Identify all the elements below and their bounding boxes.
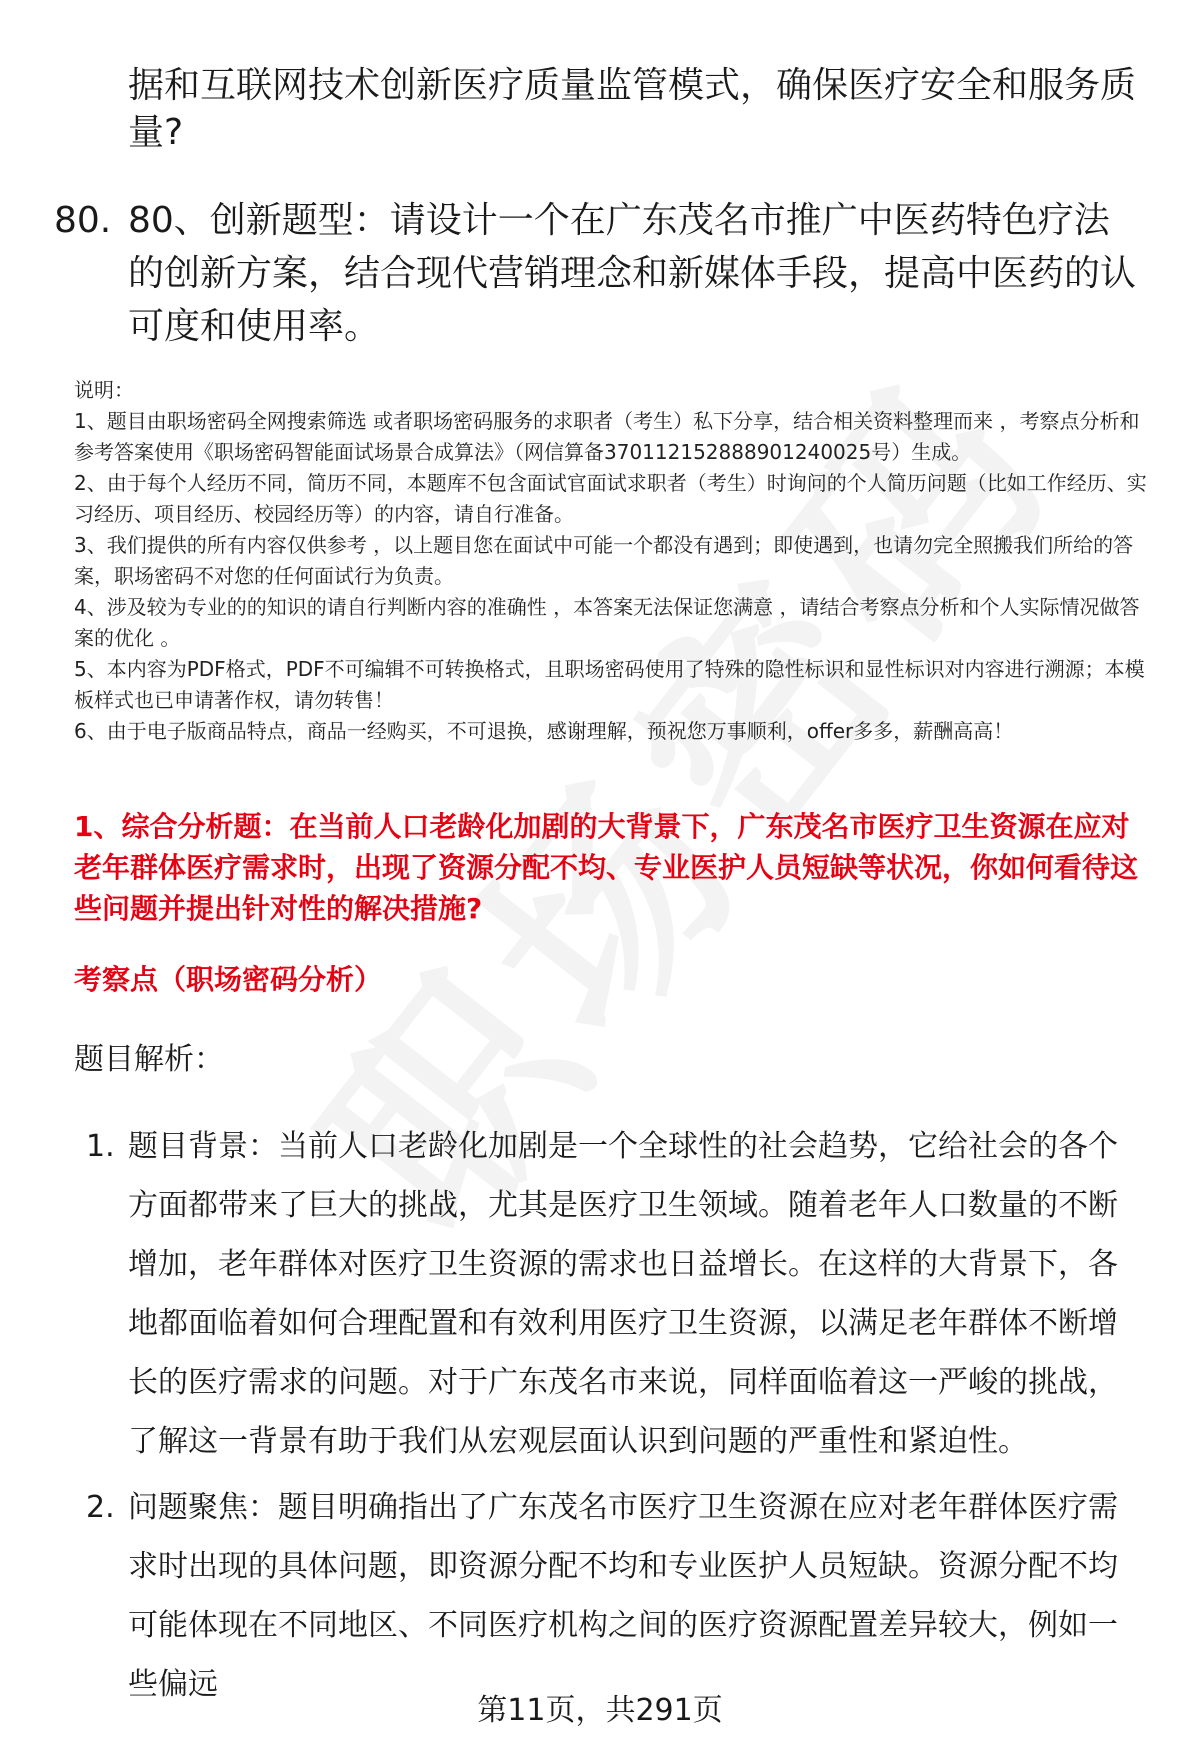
analysis-item-text: 问题聚焦：题目明确指出了广东茂名市医疗卫生资源在应对老年群体医疗需求时出现的具体问题，即资源分配不均和专业医护人员短缺。资源分配不均可能体现在不同地区、不同医疗机构之间的医疗资源配置差异较大，例如一些偏远 (128, 1490, 1118, 1702)
analysis-item (74, 1117, 1156, 1471)
question-1-title: 1、综合分析题：在当前人口老龄化加剧的大背景下，广东茂名市医疗卫生资源在应对老年群体医疗需求时，出现了资源分配不均、专业医护人员短缺等状况，你如何看待这些问题并提出针对性的解决措施? (74, 810, 1139, 925)
notes-item: 2、由于每个人经历不同，简历不同，本题库不包含面试官面试求职者（考生）时询问的个人简历问题（比如工作经历、实习经历、项目经历、校园经历等）的内容，请自行准备。 (74, 471, 1147, 526)
analysis-item (74, 1478, 1156, 1714)
notes-item: 5、本内容为PDF格式，PDF不可编辑不可转换格式，且职场密码使用了特殊的隐性标识和显性标识对内容进行溯源；本模板样式也已申请著作权，请勿转售！ (74, 657, 1145, 712)
notes-item: 3、我们提供的所有内容仅供参考 ，以上题目您在面试中可能一个都没有遇到；即使遇到，也请勿完全照搬我们所给的答案，职场密码不对您的任何面试行为负责。 (74, 533, 1134, 588)
analysis-label: 题目解析： (74, 1042, 224, 1077)
notes-item: 6、由于电子版商品特点，商品一经购买，不可退换，感谢理解，预祝您万事顺利，offer多多，薪酬高高！ (74, 719, 1014, 743)
notes-section (74, 375, 1156, 747)
analysis-item-number: 1. (86, 1129, 115, 1164)
analysis-item-number: 2. (86, 1490, 115, 1525)
analysis-heading: 考察点（职场密码分析） (74, 963, 383, 996)
analysis-item-text: 题目背景：当前人口老龄化加剧是一个全球性的社会趋势，它给社会的各个方面都带来了巨大的挑战，尤其是医疗卫生领域。随着老年人口数量的不断增加，老年群体对医疗卫生资源的需求也日益增长。在这样的大背景下，各地都面临着如何合理配置和有效利用医疗卫生资源，以满足老年群体不断增长的医疗需求的问题。对于广东茂名市来说，同样面临着这一严峻的挑战，了解这一背景有助于我们从宏观层面认识到问题的严重性和紧迫性。 (128, 1129, 1118, 1459)
previous-question-continuation: 据和互联网技术创新医疗质量监管模式，确保医疗安全和服务质量? (128, 65, 1137, 153)
question-80-text: 80、创新题型：请设计一个在广东茂名市推广中医药特色疗法的创新方案，结合现代营销理念和新媒体手段，提高中医药的认可度和使用率。 (128, 200, 1137, 347)
notes-item: 4、涉及较为专业的的知识的请自行判断内容的准确性 ，本答案无法保证您满意 ，请结合考察点分析和个人实际情况做答案的优化 。 (74, 595, 1140, 650)
notes-item: 1、题目由职场密码全网搜索筛选 或者职场密码服务的求职者（考生）私下分享，结合相关资料整理而来 ，考察点分析和参考答案使用《职场密码智能面试场景合成算法》（网信算备370112152888901240025号）生成。 (74, 409, 1140, 464)
page-footer: 第11页，共291页 (477, 1693, 723, 1728)
question-80 (54, 194, 1138, 353)
question-80-number: 80. (54, 200, 112, 241)
notes-title: 说明： (74, 378, 134, 402)
